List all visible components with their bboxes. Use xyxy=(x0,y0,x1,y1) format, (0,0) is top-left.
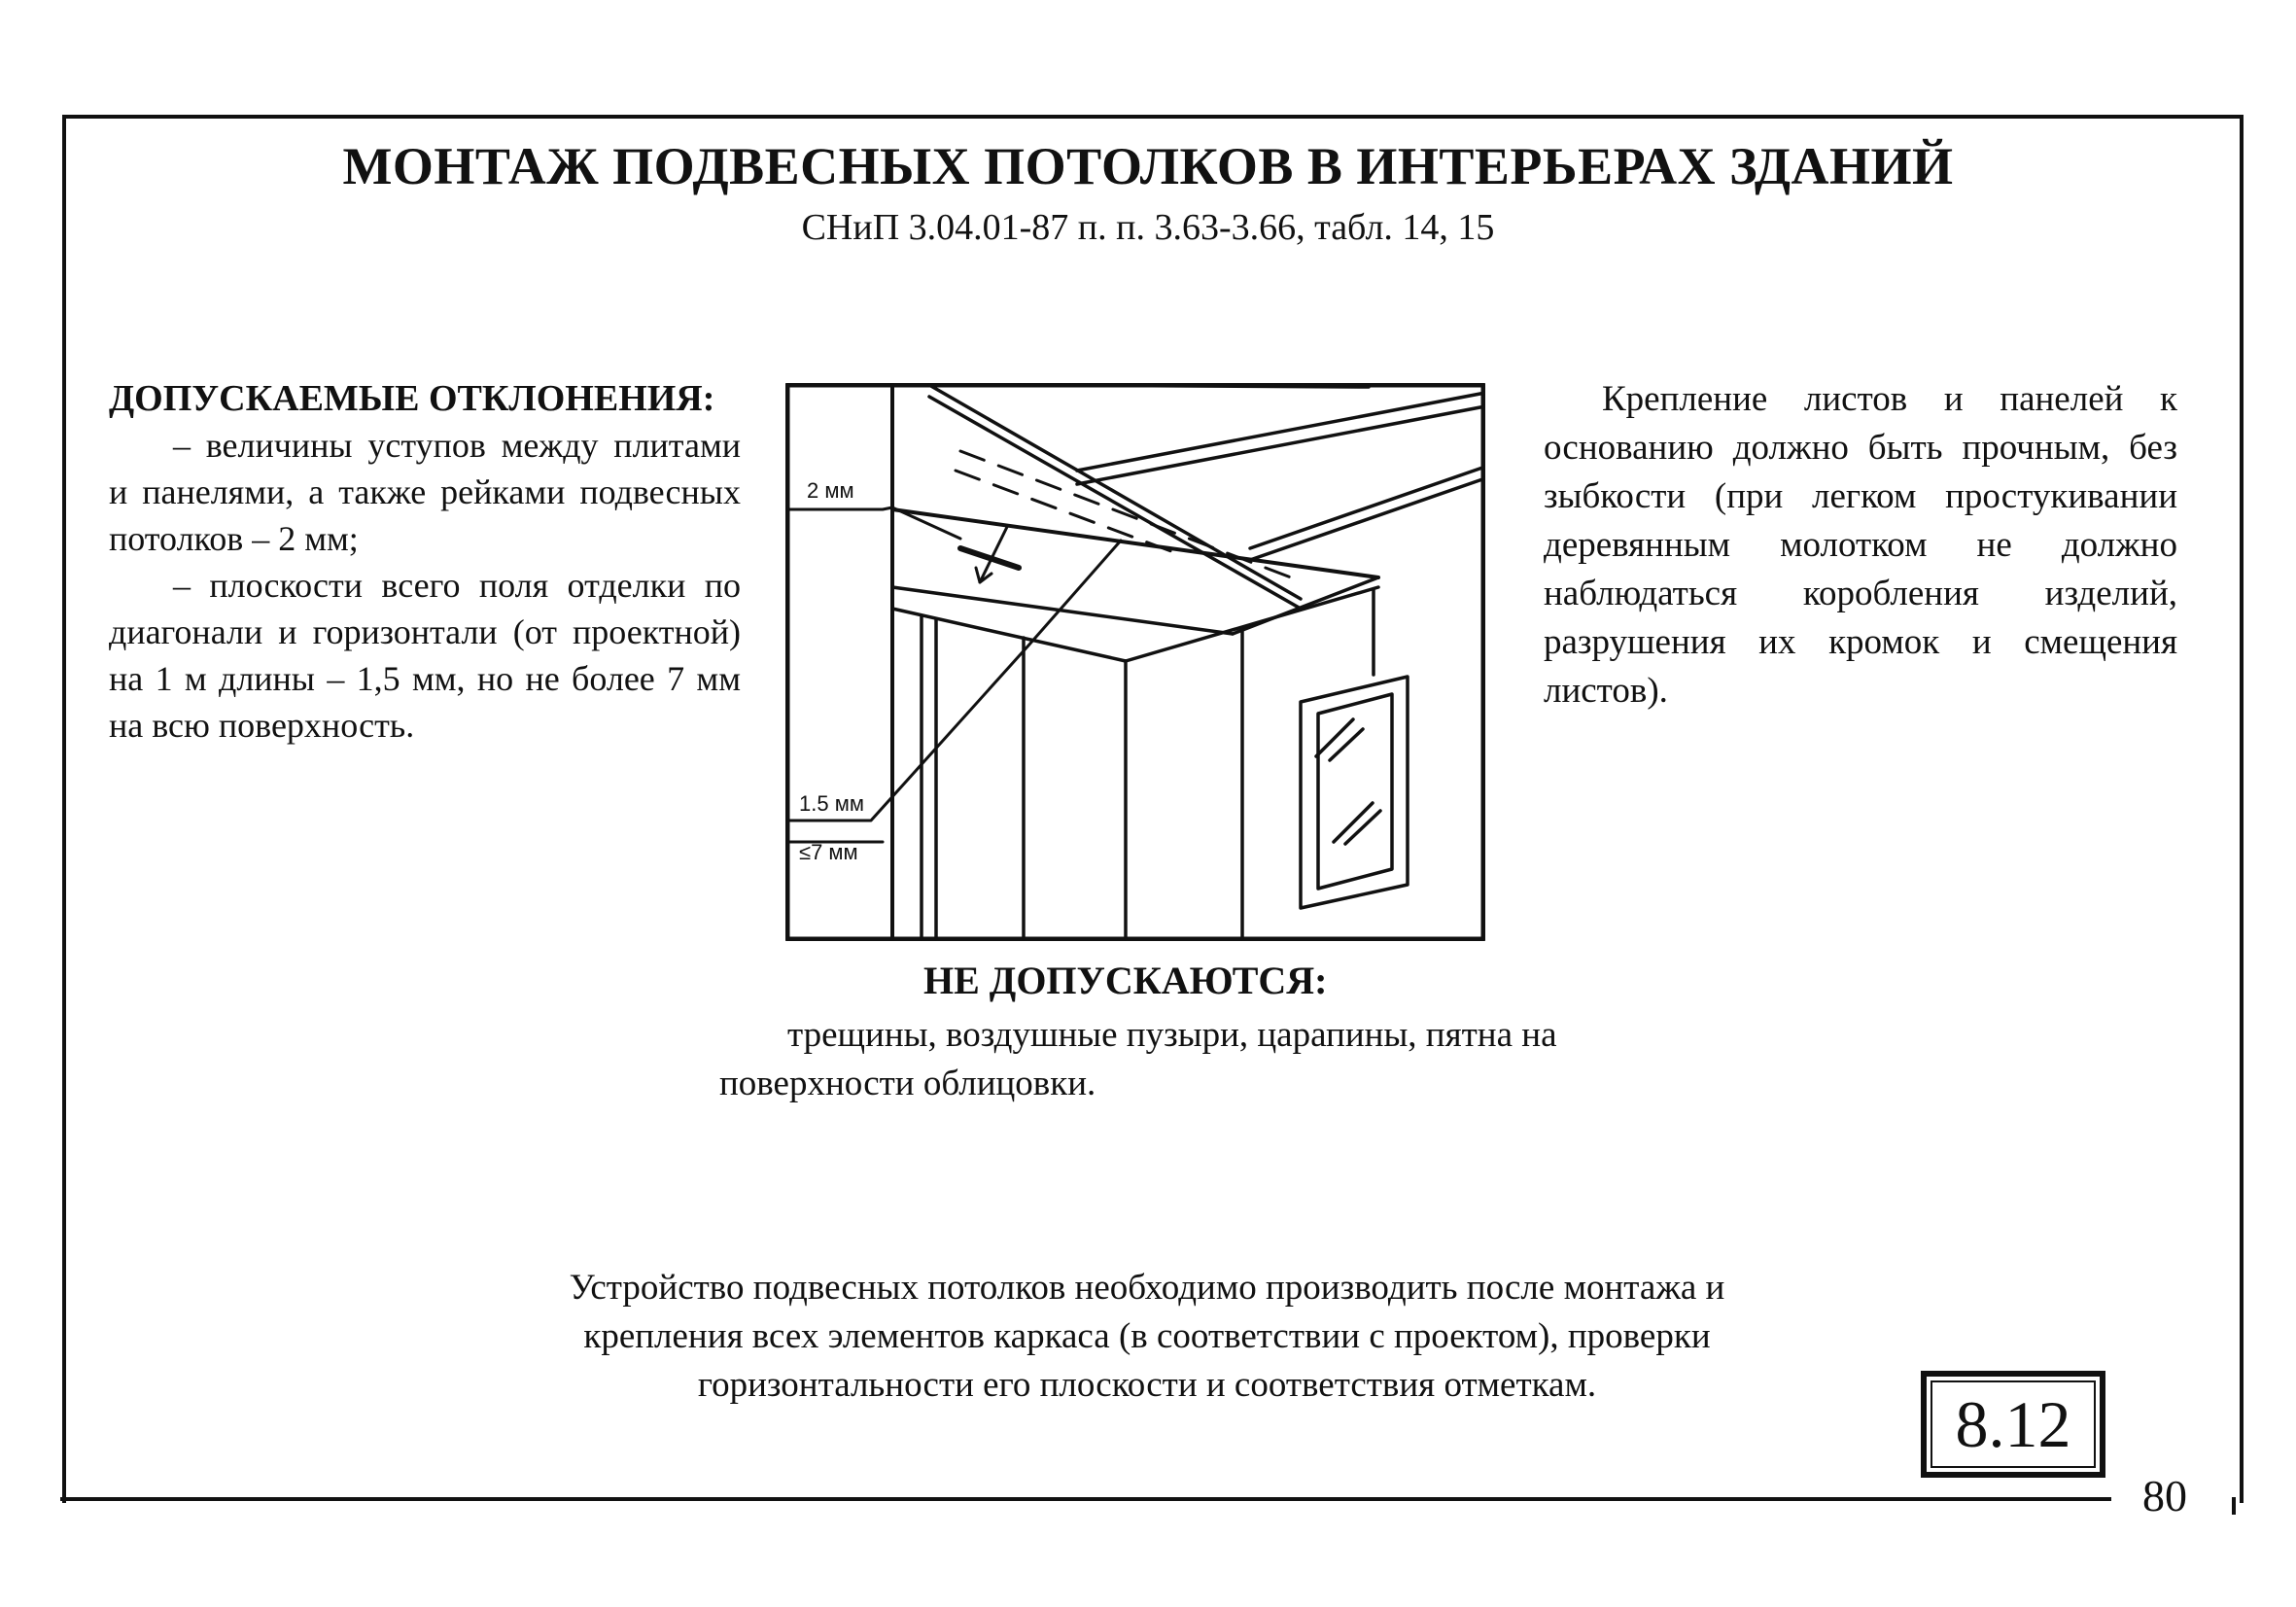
bottom-rule xyxy=(60,1497,2111,1501)
sheet-number-badge xyxy=(1921,1371,2105,1478)
installation-note: Устройство подвесных потолков необходимо производить после монтажа и крепления всех элементов каркаса (в соответствии с проектом), проверки горизонтальности его плоскости и соответствия отметкам. xyxy=(569,1268,1725,1405)
label-15mm: 1.5 мм xyxy=(799,791,864,816)
deviation-item-plane: – плоскости всего поля отделки по диагонали и горизонтали (от проектной) на 1 м длины – 1,5 мм, но не более 7 мм на всю поверхность. xyxy=(109,566,741,745)
deviations-section xyxy=(109,375,741,749)
label-2mm: 2 мм xyxy=(807,478,854,503)
deviations-header: ДОПУСКАЕМЫЕ ОТКЛОНЕНИЯ: xyxy=(109,378,715,419)
page-number: 80 xyxy=(2142,1471,2187,1520)
not-allowed-text: трещины, воздушные пузыри, царапины, пятна на поверхности облицовки. xyxy=(719,1015,1557,1103)
frame-tail xyxy=(2232,1497,2236,1515)
page-title: МОНТАЖ ПОДВЕСНЫХ ПОТОЛКОВ В ИНТЕРЬЕРАХ ЗДАНИЙ xyxy=(342,137,1954,195)
not-allowed-header: НЕ ДОПУСКАЮТСЯ: xyxy=(923,959,1328,1002)
fastening-paragraph: Крепление листов и панелей к основанию должно быть прочным, без зыбкости (при легком простукивании деревянным молотком не должно наблюдаться коробления изделий, разрушения их кромок и смещения листов). xyxy=(1544,379,2177,711)
ceiling-diagram xyxy=(785,383,1485,941)
label-7mm: ≤7 мм xyxy=(799,840,858,864)
deviation-item-steps: – величины уступов между плитами и панелями, а также рейками подвесных потолков – 2 мм; xyxy=(109,426,741,558)
sheet-number: 8.12 xyxy=(1931,1380,2096,1468)
page-subtitle: СНиП 3.04.01-87 п. п. 3.63-3.66, табл. 14, 15 xyxy=(801,207,1495,248)
